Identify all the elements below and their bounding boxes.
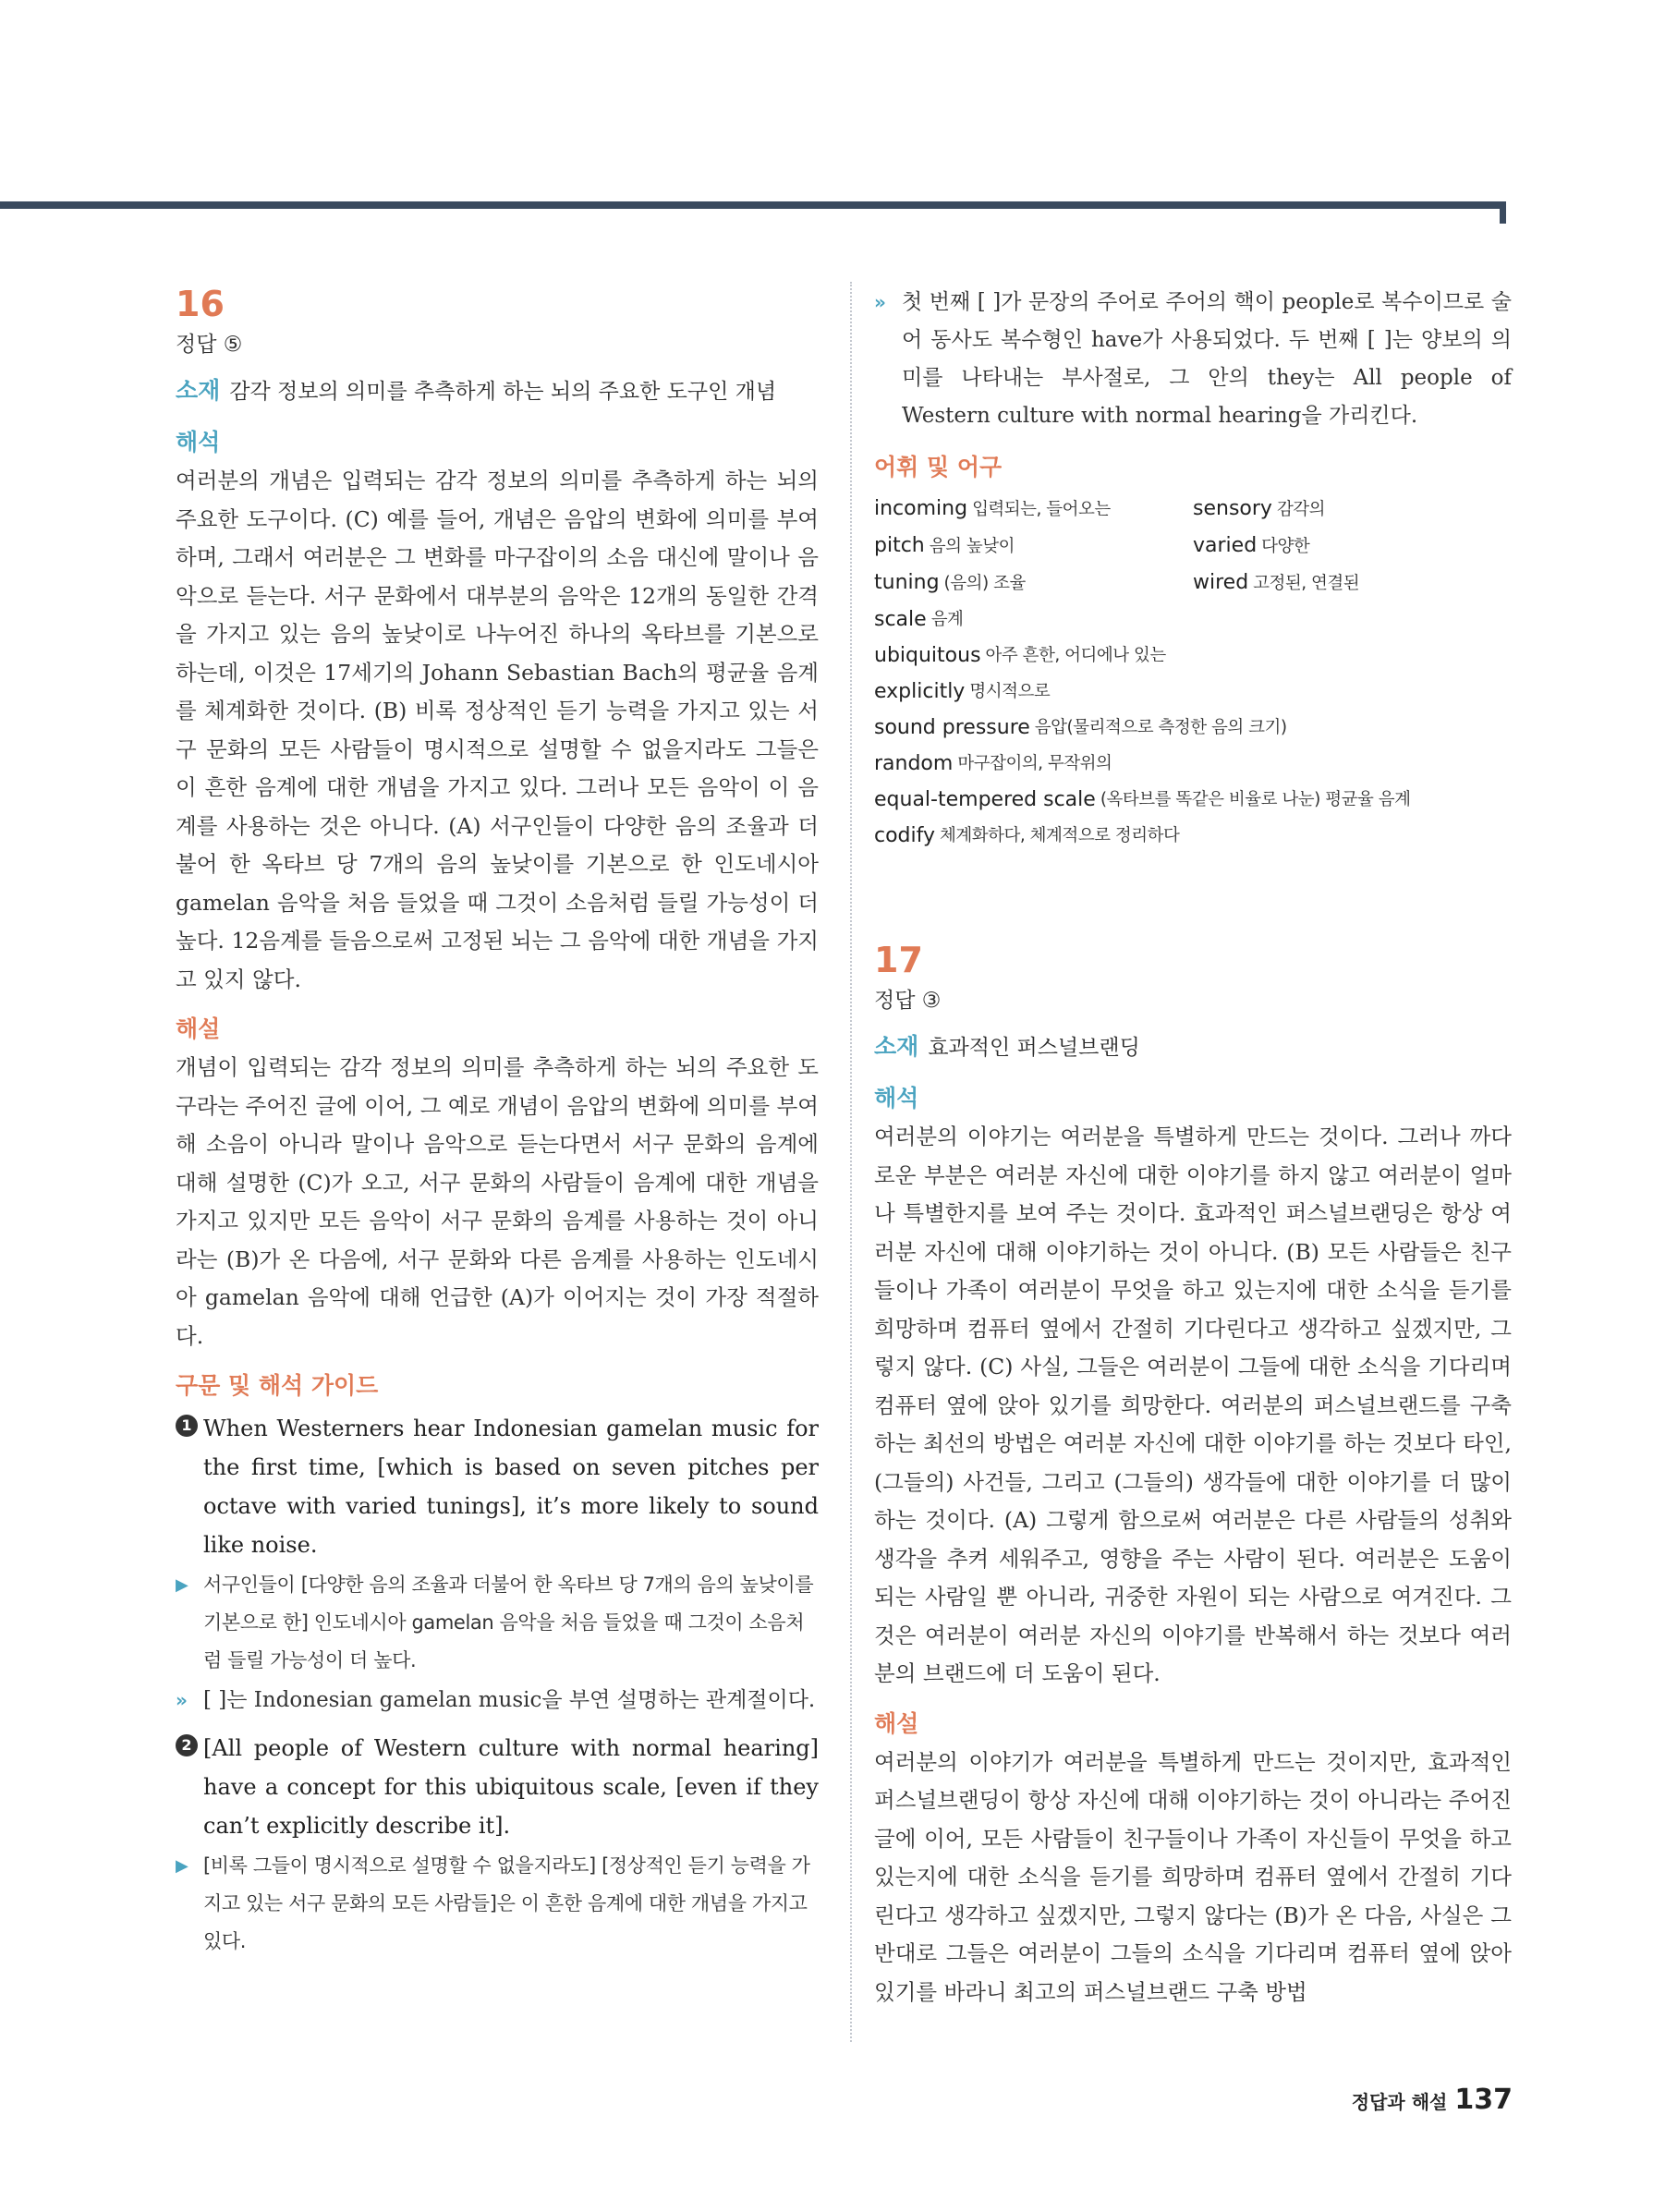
topic-line (874, 1027, 1512, 1068)
explanation-heading: 해설 (176, 1015, 221, 1042)
question-number: 17 (874, 940, 923, 980)
vocab-term: equal-tempered scale (874, 788, 1096, 811)
guide-translation: [비록 그들이 명시적으로 설명할 수 없을지라도] [정상적인 듣기 능력을 가지고 있는 서구 문화의 모든 사람들]은 이 흔한 음계에 대한 개념을 가지고 있다. (203, 1854, 810, 1952)
question-16 (176, 282, 819, 1961)
explanation-paragraph: 개념이 입력되는 감각 정보의 의미를 추측하게 하는 뇌의 주요한 도구라는 주어진 글에 이어, 그 예로 개념이 음압의 변화에 의미를 부여해 소음이 아니라 말이나 음악으로 듣는다면서 서구 문화의 음계에 대해 설명한 (C)가 오고, 서구 문화의 사람들이 음계에 대한 개념을 가지고 있지만 모든 음악이 서구 문화의 음계를 사용하는 것이 아니라는 (B)가 온 다음에, 서구 문화와 다른 음계를 사용하는 인도네시아 gamelan 음악에 대해 언급한 (A)가 이어지는 것이 가장 적절하다. (176, 1054, 819, 1349)
vocab-meaning: 감각의 (1276, 500, 1326, 519)
answer-line: 정답 ⑤ (176, 333, 243, 357)
column-divider (850, 282, 852, 2042)
vocab-row (874, 638, 1512, 674)
vocab-term: random (874, 752, 954, 775)
vocab-row (874, 818, 1512, 854)
topic-label: 소재 (176, 377, 221, 404)
topic-text: 효과적인 퍼스널브랜딩 (928, 1036, 1140, 1060)
vocab-row (874, 674, 1512, 710)
vocab-term: wired (1193, 571, 1249, 594)
double-chevron-icon: » (874, 291, 882, 313)
guide-grammar: 첫 번째 [ ]가 문장의 주어로 주어의 핵이 people로 복수이므로 술어 동사도 복수형인 have가 사용되었다. 두 번째 [ ]는 양보의 의미를 나타내는 부사절로, 그 안의 they는 All people of Western culture with normal hearing을 가리킨다. (902, 290, 1512, 428)
vocab-meaning: (옥타브를 똑같은 비율로 나눈) 평균율 음계 (1100, 790, 1411, 809)
vocab-term: tuning (874, 571, 940, 594)
guide-translation-note (176, 1566, 819, 1680)
explanation-heading: 해설 (874, 1709, 919, 1737)
vocab-term: sound pressure (874, 716, 1030, 739)
vocab-list (874, 491, 1512, 854)
page-number: 137 (1454, 2084, 1513, 2116)
vocab-meaning: 체계화하다, 체계적으로 정리하다 (940, 826, 1180, 845)
top-rule (0, 201, 1506, 209)
explanation-paragraph: 여러분의 이야기가 여러분을 특별하게 만드는 것이지만, 효과적인 퍼스널브랜딩이 항상 자신에 대해 이야기하는 것이 아니라는 주어진 글에 이어, 모든 사람들이 친구들이나 가족이 자신들이 무엇을 하고 있는지에 대한 소식을 듣기를 희망하며 컴퓨터 옆에서 간절히 기다린다고 생각하고 싶겠지만, 그렇지 않다는 (B)가 온 다음, 사실은 그 반대로 그들은 여러분이 그들의 소식을 기다리며 컴퓨터 옆에 앉아 있기를 바라니 최고의 퍼스널브랜드 구축 방법 (874, 1748, 1512, 2005)
guide-item-2 (176, 1729, 819, 1845)
question-number: 16 (176, 284, 225, 324)
guide-translation-note (176, 1847, 819, 1961)
vocab-meaning: 음압(물리적으로 측정한 음의 크기) (1034, 718, 1287, 737)
guide-grammar-note (176, 1682, 819, 1720)
question-17 (874, 938, 1512, 2011)
translation-heading: 해석 (874, 1085, 919, 1112)
number-badge: 2 (176, 1734, 198, 1756)
guide-heading: 구문 및 해석 가이드 (176, 1372, 379, 1399)
vocab-heading: 어휘 및 어구 (874, 454, 1003, 480)
vocab-term: codify (874, 824, 936, 847)
vocab-term: ubiquitous (874, 644, 981, 667)
translation-paragraph: 여러분의 개념은 입력되는 감각 정보의 의미를 추측하게 하는 뇌의 주요한 도구이다. (C) 예를 들어, 개념은 음압의 변화에 의미를 부여하며, 그래서 여러분은 그 변화를 마구잡이의 소음 대신에 말이나 음악으로 듣는다. 서구 문화에서 대부분의 음악은 12개의 동일한 간격을 가지고 있는 음의 높낮이로 나누어진 하나의 옥타브를 기본으로 하는데, 이것은 17세기의 Johann Sebastian Bach의 평균율 음계를 체계화한 것이다. (B) 비록 정상적인 듣기 능력을 가지고 있는 서구 문화의 모든 사람들이 명시적으로 설명할 수 없을지라도 그들은 이 흔한 음계에 대한 개념을 가지고 있다. 그러나 모든 음악이 이 음계를 사용하는 것은 아니다. (A) 서구인들이 다양한 음의 조율과 더불어 한 옥타브 당 7개의 음의 높낮이를 기본으로 한 인도네시아 gamelan 음악을 처음 들었을 때 그것이 소음처럼 들릴 가능성이 더 높다. 12음계를 들음으로써 고정된 뇌는 그 음악에 대한 개념을 가지고 있지 않다. (176, 468, 819, 992)
triangle-arrow-icon: ▶ (176, 1856, 188, 1876)
double-chevron-icon: » (176, 1689, 184, 1711)
vocab-row (874, 746, 1512, 782)
topic-text: 감각 정보의 의미를 추측하게 하는 뇌의 주요한 도구인 개념 (229, 380, 777, 404)
vocab-term: sensory (1193, 497, 1272, 520)
vocab-meaning: 음의 높낮이 (929, 537, 1015, 556)
vocab-row (874, 528, 1512, 565)
guide-sentence: When Westerners hear Indonesian gamelan music for the first time, [which is based on seven pitches per octave with varied tunings], it’s more likely to sound like noise. (203, 1416, 819, 1558)
answer-line: 정답 ③ (874, 989, 942, 1013)
vocab-meaning: 입력되는, 들어오는 (972, 500, 1111, 519)
vocab-row (874, 710, 1512, 746)
vocab-term: incoming (874, 497, 968, 520)
vocab-meaning: 명시적으로 (969, 682, 1051, 701)
number-badge: 1 (176, 1415, 198, 1437)
translation-heading: 해석 (176, 429, 221, 456)
guide-grammar: [ ]는 Indonesian gamelan music을 부연 설명하는 관계절이다. (203, 1688, 816, 1712)
guide-grammar-note (874, 284, 1512, 435)
page-footer (1352, 2084, 1513, 2116)
translation-paragraph: 여러분의 이야기는 여러분을 특별하게 만드는 것이다. 그러나 까다로운 부분은 여러분 자신에 대한 이야기를 하지 않고 여러분이 얼마나 특별한지를 보여 주는 것이다. 효과적인 퍼스널브랜딩은 항상 여러분 자신에 대해 이야기하는 것이 아니다. (B) 모든 사람들은 친구들이나 가족이 여러분이 무엇을 하고 있는지에 대한 소식을 듣기를 희망하며 컴퓨터 옆에서 간절히 기다린다고 생각하고 싶겠지만, 그렇지 않다. (C) 사실, 그들은 여러분이 그들에 대한 소식을 기다리며 컴퓨터 옆에 앉아 있기를 희망한다. 여러분의 퍼스널브랜드를 구축하는 최선의 방법은 여러분 자신에 대한 이야기를 하는 것보다 타인, (그들의) 사건들, 그리고 (그들의) 생각들에 대한 이야기를 더 많이 하는 것이다. (A) 그렇게 함으로써 여러분은 다른 사람들의 성취와 생각을 추켜 세워주고, 영향을 주는 사람이 된다. 여러분은 도움이 되는 사람일 뿐 아니라, 귀중한 자원이 되는 사람으로 여겨진다. 그것은 여러분이 여러분 자신의 이야기를 반복해서 하는 것보다 여러분의 브랜드에 더 도움이 된다. (874, 1124, 1512, 1686)
vocab-row (874, 491, 1512, 528)
footer-label: 정답과 해설 (1351, 2091, 1448, 2113)
vocab-meaning: 아주 흔한, 어디에나 있는 (985, 646, 1166, 665)
topic-line (176, 371, 819, 412)
vocab-term: varied (1193, 534, 1258, 557)
vocab-meaning: 마구잡이의, 무작위의 (957, 754, 1112, 773)
vocab-row (874, 782, 1512, 818)
vocab-meaning: 다양한 (1261, 537, 1310, 556)
guide-sentence: [All people of Western culture with normal hearing] have a concept for this ubiquitous scale, [even if they can’t explicitly describe it]. (203, 1735, 819, 1839)
vocab-term: explicitly (874, 680, 966, 703)
topic-label: 소재 (874, 1033, 919, 1060)
vocab-row (874, 565, 1512, 602)
vocab-term: pitch (874, 534, 925, 557)
vocab-row (874, 602, 1512, 638)
top-rule-tick (1500, 201, 1506, 224)
guide-translation: 서구인들이 [다양한 음의 조율과 더불어 한 옥타브 당 7개의 음의 높낮이를 기본으로 한] 인도네시아 gamelan 음악을 처음 들었을 때 그것이 소음처럼 들릴 가능성이 더 높다. (203, 1574, 814, 1671)
vocab-meaning: 고정된, 연결된 (1253, 574, 1360, 593)
vocab-term: scale (874, 608, 927, 631)
vocab-meaning: 음계 (930, 610, 964, 629)
triangle-arrow-icon: ▶ (176, 1575, 188, 1595)
vocab-meaning: (음의) 조율 (943, 574, 1026, 593)
guide-item-1 (176, 1409, 819, 1564)
question-16-continued (874, 282, 1512, 854)
